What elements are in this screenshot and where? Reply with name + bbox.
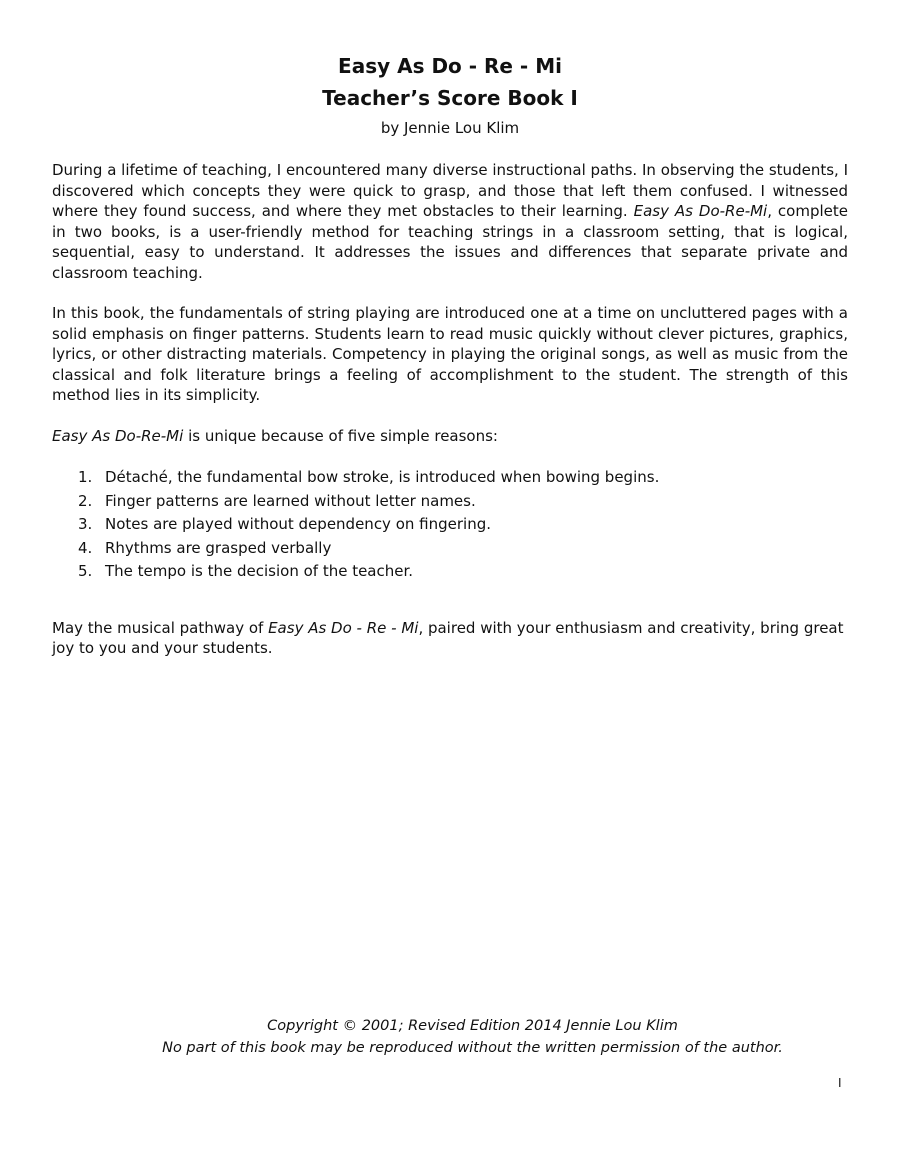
list-item	[52, 537, 848, 561]
intro-paragraph-2: In this book, the fundamentals of string playing are introduced one at a time on uncluttered pages with a solid emphasis on finger patterns. Students learn to read music quickly without clever pictures, graphics, lyrics, or other distracting materials. Competency in playing the original songs, as well as music from the classical and folk literature brings a feeling of accomplishment to the student. The strength of this method lies in its simplicity.	[52, 304, 848, 404]
closing-paragraph	[52, 618, 848, 659]
title-block	[0, 50, 900, 140]
list-number: 4.	[78, 538, 93, 557]
list-item	[52, 490, 848, 514]
list-item-text: Rhythms are grasped verbally	[105, 538, 332, 557]
permission-notice: No part of this book may be reproduced without the written permission of the author.	[162, 1040, 783, 1056]
list-number: 1.	[78, 468, 93, 486]
book-title: Easy As Do - Re - Mi	[338, 54, 562, 78]
list-item-text: Finger patterns are learned without letter names.	[105, 491, 476, 510]
method-name-italic: Easy As Do-Re-Mi	[633, 202, 768, 220]
intro-paragraph-1	[52, 160, 848, 283]
list-number: 3.	[78, 515, 93, 533]
list-item-text: Détaché, the fundamental bow stroke, is introduced when bowing begins.	[105, 468, 660, 486]
page-number: I	[838, 1076, 842, 1090]
reasons-intro	[52, 426, 848, 447]
method-name-italic: Easy As Do - Re - Mi	[268, 618, 419, 637]
list-number: 5.	[78, 562, 93, 580]
list-item	[52, 466, 848, 490]
reasons-list	[52, 466, 848, 584]
author-byline: by Jennie Lou Klim	[380, 119, 520, 137]
closing-start: May the musical pathway of	[52, 618, 269, 637]
list-number: 2.	[78, 491, 93, 510]
closing-end: , paired with your enthusiasm and creativity, bring great joy to you and your students.	[52, 618, 844, 657]
list-item	[52, 513, 848, 537]
intro-paragraph-1-start: During a lifetime of teaching, I encountered many diverse instructional paths. In observing the students, I discovered which concepts they were quick to grasp, and those that left them confused. I witnessed where they found success, and where they met obstacles to their learning.	[52, 161, 848, 220]
body-text	[52, 160, 848, 679]
method-name-italic: Easy As Do-Re-Mi	[52, 426, 184, 445]
book-subtitle: Teacher’s Score Book I	[322, 86, 578, 110]
list-item	[52, 560, 848, 584]
intro-paragraph-1-end: , complete in two books, is a user-friendly method for teaching strings in a classroom setting, that is logical, sequential, easy to understand. It addresses the issues and differences that separate private and classroom teaching.	[52, 202, 848, 282]
copyright-notice: Copyright © 2001; Revised Edition 2014 Jennie Lou Klim	[267, 1018, 678, 1034]
list-item-text: Notes are played without dependency on fingering.	[105, 515, 491, 533]
list-item-text: The tempo is the decision of the teacher.	[105, 562, 414, 580]
reasons-intro-text: is unique because of five simple reasons:	[183, 426, 498, 445]
copyright-block	[0, 1015, 900, 1059]
